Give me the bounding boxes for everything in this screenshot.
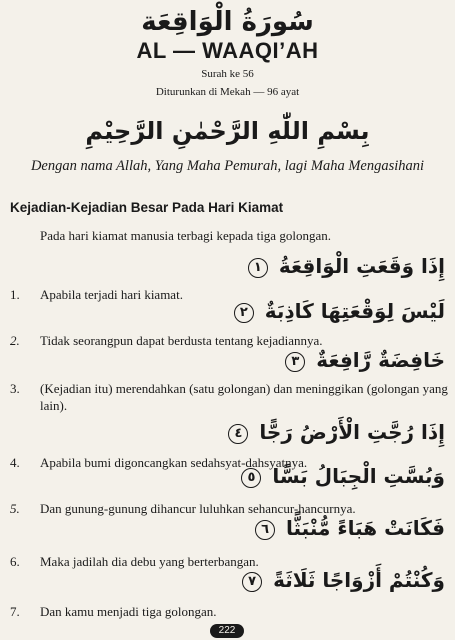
section-heading: Kejadian-Kejadian Besar Pada Hari Kiamat [10,200,284,215]
verse-arabic-1 [15,252,445,280]
revelation-info: Diturunkan di Mekah — 96 ayat [155,86,300,98]
verse-number: 5. [10,501,20,516]
ayah-number-mark: ٦ [255,520,275,540]
basmala-translation: Dengan nama Allah, Yang Maha Pemurah, lagi Maha Mengasihani [30,158,425,174]
verse-translation-3 [10,380,450,414]
verse-translation-text: Maka jadilah dia debu yang berterbangan. [40,554,259,569]
surah-arabic-title: سُورَةُ الْوَاقِعَة [141,7,314,37]
ayah-number-mark: ٥ [241,468,261,488]
verse-arabic-text: خَافِضَةٌ رَّافِعَةٌ [316,348,445,372]
verse-arabic-text: إِذَا وَقَعَتِ الْوَاقِعَةُ [278,254,445,278]
ayah-number-mark: ٢ [234,303,254,323]
verse-translation-text: Apabila terjadi hari kiamat. [40,287,183,302]
verse-number: 3. [10,381,20,396]
ayah-number-mark: ٤ [228,424,248,444]
verse-arabic-3 [15,346,445,374]
verse-arabic-text: لَيْسَ لِوَقْعَتِهَا كَاذِبَةٌ [264,299,445,323]
verse-translation-text: Dan kamu menjadi tiga golongan. [40,604,217,619]
verse-arabic-text: وَكُنْتُمْ أَزْوَاجًا ثَلَاثَةً [273,568,445,592]
verse-translation-text: Apabila bumi digoncangkan sedahsyat-dahsyatnya. [40,455,308,470]
ayah-number-mark: ٧ [242,572,262,592]
verse-translation-text: Tidak seorangpun dapat berdusta tentang kejadiannya. [40,333,323,348]
verse-arabic-text: وَبُسَّتِ الْجِبَالُ بَسًّا [272,464,445,488]
page-number: 222 [210,624,244,638]
verse-translation-text: Dan gunung-gunung dihancur luluhkan sehancur-hancurnya. [40,501,356,516]
verse-arabic-2 [15,297,445,325]
verse-number: 2. [10,333,20,348]
surah-number: Surah ke 56 [201,68,254,80]
verse-number: 6. [10,554,20,569]
verse-arabic-6 [15,514,445,542]
verse-arabic-text: إِذَا رُجَّتِ الْأَرْضُ رَجًّا [259,420,445,444]
ayah-number-mark: ١ [248,258,268,278]
verse-number: 4. [10,455,20,470]
verse-arabic-4 [15,418,445,446]
verse-arabic-5 [15,462,445,490]
section-intro: Pada hari kiamat manusia terbagi kepada tiga golongan. [40,228,331,243]
ayah-number-mark: ٣ [285,352,305,372]
verse-number: 1. [10,287,20,302]
verse-translation-text: (Kejadian itu) merendahkan (satu golongan) dan meninggikan (golongan yang lain). [40,381,448,413]
surah-title: AL — WAAQI’AH [136,38,319,63]
basmala-arabic: بِسْمِ اللّٰهِ الرَّحْمٰنِ الرَّحِيْمِ [85,117,370,145]
verse-number: 7. [10,604,20,619]
verse-translation-7 [10,603,450,620]
verse-arabic-text: فَكَانَتْ هَبَاءً مُّنْبَثًّا [286,516,445,540]
verse-arabic-7 [15,566,445,594]
